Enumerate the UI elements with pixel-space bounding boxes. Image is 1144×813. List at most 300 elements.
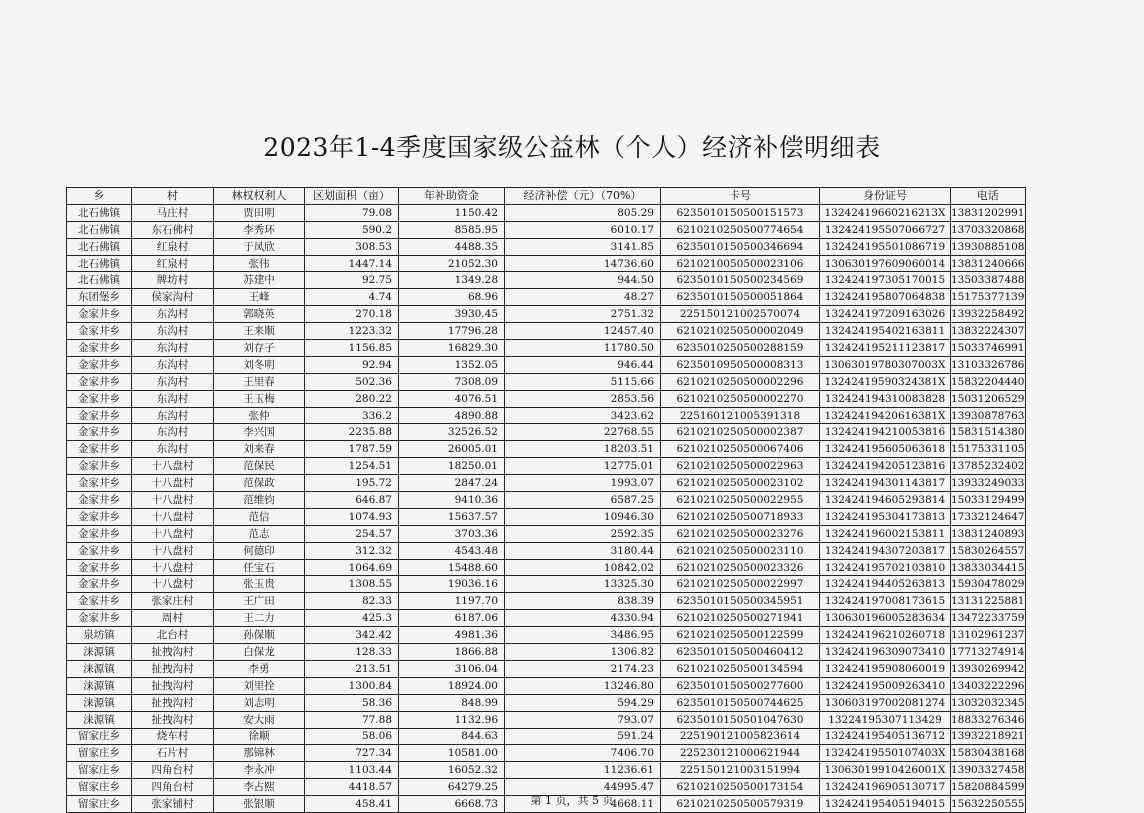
table-row — [67, 289, 1026, 306]
cell-owner: 李永冲 — [214, 762, 305, 779]
cell-village: 红泉村 — [132, 238, 214, 255]
cell-owner: 王玉梅 — [214, 390, 305, 407]
cell-village: 扯拽沟村 — [132, 694, 214, 711]
table-row — [67, 525, 1026, 542]
cell-township: 金家井乡 — [67, 340, 132, 357]
cell-card-number: 6210210250500173154 — [661, 779, 820, 796]
cell-township: 金家井乡 — [67, 593, 132, 610]
cell-compensation: 2751.32 — [505, 306, 661, 323]
cell-area: 425.3 — [305, 610, 399, 627]
cell-owner: 王广田 — [214, 593, 305, 610]
cell-owner: 李秀环 — [214, 221, 305, 238]
cell-township: 金家井乡 — [67, 610, 132, 627]
cell-card-number: 6210210250500718933 — [661, 508, 820, 525]
cell-phone: 15175377139 — [951, 289, 1026, 306]
table-row — [67, 424, 1026, 441]
cell-id-number: 132424195405136712 — [820, 728, 951, 745]
cell-compensation: 12775.01 — [505, 458, 661, 475]
table-row — [67, 627, 1026, 644]
cell-card-number: 6210210250500579319 — [661, 796, 820, 813]
cell-annual-subsidy: 1866.88 — [399, 644, 505, 661]
cell-compensation: 3423.62 — [505, 407, 661, 424]
cell-card-number: 6210210250500022955 — [661, 492, 820, 509]
cell-township: 涞源镇 — [67, 644, 132, 661]
cell-annual-subsidy: 848.99 — [399, 694, 505, 711]
cell-township: 留家庄乡 — [67, 796, 132, 813]
cell-compensation: 1306.82 — [505, 644, 661, 661]
table-row — [67, 255, 1026, 272]
cell-compensation: 14736.60 — [505, 255, 661, 272]
cell-compensation: 3141.85 — [505, 238, 661, 255]
cell-village: 十八盘村 — [132, 458, 214, 475]
cell-phone: 13903327458 — [951, 762, 1026, 779]
cell-id-number: 132424194605293814 — [820, 492, 951, 509]
cell-phone: 13403222296 — [951, 677, 1026, 694]
cell-owner: 白保龙 — [214, 644, 305, 661]
cell-village: 东沟村 — [132, 356, 214, 373]
cell-annual-subsidy: 8585.95 — [399, 221, 505, 238]
cell-annual-subsidy: 10581.00 — [399, 745, 505, 762]
cell-card-number: 6210210250500002270 — [661, 390, 820, 407]
cell-village: 张家铺村 — [132, 796, 214, 813]
cell-owner: 安大雨 — [214, 711, 305, 728]
cell-compensation: 7406.70 — [505, 745, 661, 762]
cell-annual-subsidy: 19036.16 — [399, 576, 505, 593]
page-footer: 第 1 页，共 5 页 — [530, 794, 614, 807]
table-row — [67, 221, 1026, 238]
cell-area: 502.36 — [305, 373, 399, 390]
cell-owner: 王里春 — [214, 373, 305, 390]
cell-village: 东沟村 — [132, 441, 214, 458]
cell-phone: 13032032345 — [951, 694, 1026, 711]
cell-annual-subsidy: 844.63 — [399, 728, 505, 745]
col-header-id-number: 身份证号 — [820, 188, 951, 205]
cell-card-number: 6235010150500234569 — [661, 272, 820, 289]
cell-phone: 15832204440 — [951, 373, 1026, 390]
cell-area: 1447.14 — [305, 255, 399, 272]
cell-annual-subsidy: 2847.24 — [399, 475, 505, 492]
cell-compensation: 793.07 — [505, 711, 661, 728]
cell-phone: 15830438168 — [951, 745, 1026, 762]
cell-owner: 张伟 — [214, 255, 305, 272]
cell-annual-subsidy: 1197.70 — [399, 593, 505, 610]
cell-owner: 刘存子 — [214, 340, 305, 357]
cell-phone: 13503387488 — [951, 272, 1026, 289]
cell-phone: 15930478029 — [951, 576, 1026, 593]
cell-village: 东沟村 — [132, 373, 214, 390]
cell-village: 十八盘村 — [132, 492, 214, 509]
cell-owner: 刘志明 — [214, 694, 305, 711]
cell-area: 79.08 — [305, 204, 399, 221]
cell-annual-subsidy: 9410.36 — [399, 492, 505, 509]
cell-township: 金家井乡 — [67, 559, 132, 576]
cell-owner: 王峰 — [214, 289, 305, 306]
cell-area: 1074.93 — [305, 508, 399, 525]
cell-township: 金家井乡 — [67, 356, 132, 373]
table-body — [67, 204, 1026, 812]
cell-township: 北石佛镇 — [67, 255, 132, 272]
cell-owner: 苏建中 — [214, 272, 305, 289]
cell-township: 涞源镇 — [67, 694, 132, 711]
table-row — [67, 762, 1026, 779]
cell-compensation: 4330.94 — [505, 610, 661, 627]
cell-phone: 13930885108 — [951, 238, 1026, 255]
cell-id-number: 132424196905130717 — [820, 779, 951, 796]
cell-owner: 于凤欣 — [214, 238, 305, 255]
cell-compensation: 48.27 — [505, 289, 661, 306]
cell-township: 北石佛镇 — [67, 221, 132, 238]
cell-id-number: 132424195702103810 — [820, 559, 951, 576]
cell-village: 东沟村 — [132, 407, 214, 424]
cell-phone: 15830264557 — [951, 542, 1026, 559]
page-title: 2023年1-4季度国家级公益林（个人）经济补偿明细表 — [263, 133, 881, 162]
cell-area: 195.72 — [305, 475, 399, 492]
cell-card-number: 6235010150501047630 — [661, 711, 820, 728]
cell-township: 金家井乡 — [67, 508, 132, 525]
cell-owner: 王来顺 — [214, 323, 305, 340]
cell-township: 金家井乡 — [67, 407, 132, 424]
cell-card-number: 225150121002570074 — [661, 306, 820, 323]
cell-village: 十八盘村 — [132, 475, 214, 492]
cell-annual-subsidy: 3930.45 — [399, 306, 505, 323]
cell-id-number: 132424194405263813 — [820, 576, 951, 593]
cell-area: 58.06 — [305, 728, 399, 745]
cell-township: 金家井乡 — [67, 576, 132, 593]
cell-compensation: 10946.30 — [505, 508, 661, 525]
cell-card-number: 6210210250500023326 — [661, 559, 820, 576]
cell-phone: 17332124647 — [951, 508, 1026, 525]
cell-area: 128.33 — [305, 644, 399, 661]
table-row — [67, 306, 1026, 323]
cell-annual-subsidy: 1349.28 — [399, 272, 505, 289]
cell-owner: 李占熙 — [214, 779, 305, 796]
cell-annual-subsidy: 32526.52 — [399, 424, 505, 441]
cell-owner: 那锦林 — [214, 745, 305, 762]
cell-owner: 范保民 — [214, 458, 305, 475]
cell-id-number: 13224195307113429 — [820, 711, 951, 728]
cell-card-number: 6235010150500346694 — [661, 238, 820, 255]
cell-area: 77.88 — [305, 711, 399, 728]
cell-area: 590.2 — [305, 221, 399, 238]
cell-phone: 13832224307 — [951, 323, 1026, 340]
cell-compensation: 591.24 — [505, 728, 661, 745]
cell-phone: 15033746991 — [951, 340, 1026, 357]
table-row — [67, 644, 1026, 661]
cell-owner: 郭晓英 — [214, 306, 305, 323]
cell-area: 308.53 — [305, 238, 399, 255]
col-header-township: 乡 — [67, 188, 132, 205]
cell-owner: 王二力 — [214, 610, 305, 627]
cell-compensation: 946.44 — [505, 356, 661, 373]
cell-area: 280.22 — [305, 390, 399, 407]
table-row — [67, 238, 1026, 255]
cell-township: 泉坊镇 — [67, 627, 132, 644]
cell-phone: 13932218921 — [951, 728, 1026, 745]
cell-village: 十八盘村 — [132, 525, 214, 542]
cell-township: 留家庄乡 — [67, 779, 132, 796]
cell-phone: 13930269942 — [951, 660, 1026, 677]
cell-id-number: 132424195402163811 — [820, 323, 951, 340]
cell-township: 东团堡乡 — [67, 289, 132, 306]
cell-card-number: 225150121003151994 — [661, 762, 820, 779]
cell-area: 336.2 — [305, 407, 399, 424]
cell-card-number: 225160121005391318 — [661, 407, 820, 424]
cell-card-number: 6210210250500122599 — [661, 627, 820, 644]
table-row — [67, 745, 1026, 762]
cell-township: 金家井乡 — [67, 458, 132, 475]
cell-card-number: 6210210250500002049 — [661, 323, 820, 340]
cell-area: 4.74 — [305, 289, 399, 306]
cell-id-number: 13242419590324381X — [820, 373, 951, 390]
cell-compensation: 594.29 — [505, 694, 661, 711]
cell-card-number: 6210210250500002387 — [661, 424, 820, 441]
cell-id-number: 132424194301143817 — [820, 475, 951, 492]
cell-township: 涞源镇 — [67, 677, 132, 694]
table-row — [67, 407, 1026, 424]
cell-township: 留家庄乡 — [67, 762, 132, 779]
table-row — [67, 441, 1026, 458]
cell-township: 北石佛镇 — [67, 272, 132, 289]
cell-phone: 13103326786 — [951, 356, 1026, 373]
cell-id-number: 132424195605063618 — [820, 441, 951, 458]
cell-card-number: 6235010150500345951 — [661, 593, 820, 610]
cell-annual-subsidy: 64279.25 — [399, 779, 505, 796]
cell-phone: 15031206529 — [951, 390, 1026, 407]
table-row — [67, 458, 1026, 475]
cell-village: 红泉村 — [132, 255, 214, 272]
cell-phone: 15820884599 — [951, 779, 1026, 796]
col-header-card-number: 卡号 — [661, 188, 820, 205]
cell-phone: 15175331105 — [951, 441, 1026, 458]
cell-village: 牌坊村 — [132, 272, 214, 289]
cell-card-number: 6235010150500744625 — [661, 694, 820, 711]
table-row — [67, 660, 1026, 677]
cell-compensation: 4668.11 — [505, 796, 661, 813]
cell-compensation: 2592.35 — [505, 525, 661, 542]
cell-compensation: 44995.47 — [505, 779, 661, 796]
cell-phone: 13831240666 — [951, 255, 1026, 272]
cell-id-number: 132424195009263410 — [820, 677, 951, 694]
cell-owner: 范信 — [214, 508, 305, 525]
cell-id-number: 132424195405194015 — [820, 796, 951, 813]
cell-compensation: 3180.44 — [505, 542, 661, 559]
cell-area: 1064.69 — [305, 559, 399, 576]
cell-area: 1787.59 — [305, 441, 399, 458]
cell-id-number: 132424197008173615 — [820, 593, 951, 610]
table-row — [67, 610, 1026, 627]
cell-compensation: 3486.95 — [505, 627, 661, 644]
cell-village: 烧车村 — [132, 728, 214, 745]
cell-village: 石片村 — [132, 745, 214, 762]
cell-owner: 张玉贵 — [214, 576, 305, 593]
cell-id-number: 132424196002153811 — [820, 525, 951, 542]
cell-township: 金家井乡 — [67, 492, 132, 509]
cell-card-number: 6210210050500023106 — [661, 255, 820, 272]
cell-card-number: 6210210250500023110 — [661, 542, 820, 559]
cell-village: 扯拽沟村 — [132, 660, 214, 677]
cell-owner: 李兴国 — [214, 424, 305, 441]
cell-phone: 13831240893 — [951, 525, 1026, 542]
cell-owner: 贾田明 — [214, 204, 305, 221]
cell-card-number: 6235010950500008313 — [661, 356, 820, 373]
cell-township: 金家井乡 — [67, 424, 132, 441]
cell-township: 涞源镇 — [67, 711, 132, 728]
cell-card-number: 225230121000621944 — [661, 745, 820, 762]
cell-village: 北台村 — [132, 627, 214, 644]
cell-id-number: 13242419660216213X — [820, 204, 951, 221]
cell-card-number: 6210210250500774654 — [661, 221, 820, 238]
cell-phone: 13703320868 — [951, 221, 1026, 238]
cell-id-number: 132424195501086719 — [820, 238, 951, 255]
cell-id-number: 13063019780307003X — [820, 356, 951, 373]
cell-compensation: 13325.30 — [505, 576, 661, 593]
cell-id-number: 132424195807064838 — [820, 289, 951, 306]
cell-owner: 范志 — [214, 525, 305, 542]
cell-card-number: 6210210250500022997 — [661, 576, 820, 593]
cell-card-number: 225190121005823614 — [661, 728, 820, 745]
cell-owner: 张仲 — [214, 407, 305, 424]
cell-compensation: 805.29 — [505, 204, 661, 221]
cell-area: 82.33 — [305, 593, 399, 610]
cell-township: 北石佛镇 — [67, 238, 132, 255]
cell-village: 扯拽沟村 — [132, 677, 214, 694]
cell-phone: 13932258492 — [951, 306, 1026, 323]
cell-owner: 刘冬明 — [214, 356, 305, 373]
cell-village: 东石佛村 — [132, 221, 214, 238]
cell-compensation: 1993.07 — [505, 475, 661, 492]
cell-area: 92.94 — [305, 356, 399, 373]
cell-annual-subsidy: 16829.30 — [399, 340, 505, 357]
cell-area: 4418.57 — [305, 779, 399, 796]
cell-compensation: 10842.02 — [505, 559, 661, 576]
cell-annual-subsidy: 4076.51 — [399, 390, 505, 407]
cell-annual-subsidy: 1132.96 — [399, 711, 505, 728]
cell-township: 金家井乡 — [67, 542, 132, 559]
cell-owner: 孙保顺 — [214, 627, 305, 644]
cell-card-number: 6235010150500277600 — [661, 677, 820, 694]
cell-compensation: 838.39 — [505, 593, 661, 610]
table-row — [67, 508, 1026, 525]
cell-id-number: 132424196210260718 — [820, 627, 951, 644]
cell-village: 十八盘村 — [132, 576, 214, 593]
col-header-area: 区划面积（亩） — [305, 188, 399, 205]
cell-area: 727.34 — [305, 745, 399, 762]
cell-compensation: 22768.55 — [505, 424, 661, 441]
cell-annual-subsidy: 3703.36 — [399, 525, 505, 542]
cell-township: 北石佛镇 — [67, 204, 132, 221]
cell-compensation: 6587.25 — [505, 492, 661, 509]
col-header-compensation: 经济补偿（元）（70%） — [505, 188, 661, 205]
cell-card-number: 6210210250500134594 — [661, 660, 820, 677]
table-row — [67, 593, 1026, 610]
cell-township: 金家井乡 — [67, 323, 132, 340]
table-row — [67, 272, 1026, 289]
cell-id-number: 132424195304173813 — [820, 508, 951, 525]
cell-annual-subsidy: 15488.60 — [399, 559, 505, 576]
table-row — [67, 373, 1026, 390]
cell-area: 1308.55 — [305, 576, 399, 593]
cell-owner: 任宝石 — [214, 559, 305, 576]
cell-compensation: 2853.56 — [505, 390, 661, 407]
cell-phone: 13933249033 — [951, 475, 1026, 492]
cell-area: 312.32 — [305, 542, 399, 559]
cell-compensation: 13246.80 — [505, 677, 661, 694]
cell-id-number: 132424194205123816 — [820, 458, 951, 475]
cell-township: 留家庄乡 — [67, 745, 132, 762]
cell-compensation: 944.50 — [505, 272, 661, 289]
cell-village: 东沟村 — [132, 340, 214, 357]
cell-phone: 13472233759 — [951, 610, 1026, 627]
cell-owner: 李勇 — [214, 660, 305, 677]
table-row — [67, 694, 1026, 711]
compensation-table — [66, 187, 1026, 813]
table-row — [67, 711, 1026, 728]
cell-compensation: 12457.40 — [505, 323, 661, 340]
table-row — [67, 559, 1026, 576]
cell-annual-subsidy: 4981.36 — [399, 627, 505, 644]
cell-annual-subsidy: 16052.32 — [399, 762, 505, 779]
cell-id-number: 13063019910426001X — [820, 762, 951, 779]
cell-phone: 13102961237 — [951, 627, 1026, 644]
cell-village: 东沟村 — [132, 306, 214, 323]
cell-annual-subsidy: 4488.35 — [399, 238, 505, 255]
table-row — [67, 492, 1026, 509]
cell-township: 金家井乡 — [67, 306, 132, 323]
cell-phone: 13831202991 — [951, 204, 1026, 221]
cell-annual-subsidy: 6187.06 — [399, 610, 505, 627]
cell-card-number: 6210210250500067406 — [661, 441, 820, 458]
cell-annual-subsidy: 17796.28 — [399, 323, 505, 340]
cell-card-number: 6235010150500151573 — [661, 204, 820, 221]
cell-card-number: 6210210250500002296 — [661, 373, 820, 390]
cell-village: 东沟村 — [132, 424, 214, 441]
cell-phone: 18833276346 — [951, 711, 1026, 728]
cell-village: 十八盘村 — [132, 542, 214, 559]
cell-area: 1254.51 — [305, 458, 399, 475]
cell-card-number: 6235010150500460412 — [661, 644, 820, 661]
cell-phone: 15831514380 — [951, 424, 1026, 441]
cell-id-number: 132424194307203817 — [820, 542, 951, 559]
table-row — [67, 390, 1026, 407]
cell-annual-subsidy: 15637.57 — [399, 508, 505, 525]
cell-id-number: 130630197609060014 — [820, 255, 951, 272]
cell-compensation: 5115.66 — [505, 373, 661, 390]
cell-village: 四角台村 — [132, 762, 214, 779]
cell-phone: 15632250555 — [951, 796, 1026, 813]
table-row — [67, 356, 1026, 373]
cell-id-number: 130603197002081274 — [820, 694, 951, 711]
cell-id-number: 132424197209163026 — [820, 306, 951, 323]
cell-annual-subsidy: 6668.73 — [399, 796, 505, 813]
cell-annual-subsidy: 21052.30 — [399, 255, 505, 272]
cell-village: 十八盘村 — [132, 559, 214, 576]
cell-village: 张家庄村 — [132, 593, 214, 610]
cell-card-number: 6210210250500022963 — [661, 458, 820, 475]
cell-annual-subsidy: 1352.05 — [399, 356, 505, 373]
cell-annual-subsidy: 1150.42 — [399, 204, 505, 221]
cell-card-number: 6210210250500023276 — [661, 525, 820, 542]
cell-card-number: 6235010150500051864 — [661, 289, 820, 306]
table-row — [67, 542, 1026, 559]
cell-annual-subsidy: 4890.88 — [399, 407, 505, 424]
cell-id-number: 132424194310083828 — [820, 390, 951, 407]
cell-compensation: 11780.50 — [505, 340, 661, 357]
cell-annual-subsidy: 3106.04 — [399, 660, 505, 677]
cell-compensation: 11236.61 — [505, 762, 661, 779]
cell-phone: 13131225881 — [951, 593, 1026, 610]
cell-township: 金家井乡 — [67, 390, 132, 407]
cell-compensation: 6010.17 — [505, 221, 661, 238]
